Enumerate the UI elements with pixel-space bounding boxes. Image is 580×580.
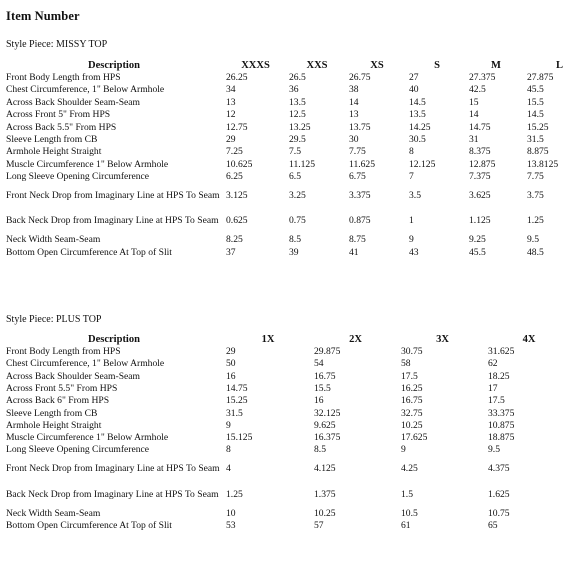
missy-table-row xyxy=(4,158,580,170)
missy-row-value: 7 xyxy=(409,170,414,182)
missy-row-value: 12.875 xyxy=(469,158,496,170)
missy-row-value: 45.5 xyxy=(527,84,544,96)
missy-header-size: S xyxy=(434,60,440,72)
missy-row-description: Chest Circumference, 1" Below Armhole xyxy=(6,84,165,96)
plus-row-value: 53 xyxy=(226,520,236,532)
missy-row-value: 1.125 xyxy=(469,215,491,227)
missy-row-value: 14 xyxy=(349,96,359,108)
plus-row-value: 18.25 xyxy=(488,370,510,382)
plus-table-row xyxy=(4,482,580,508)
plus-row-value: 4 xyxy=(226,463,231,475)
plus-row-value: 29 xyxy=(226,346,236,358)
missy-row-value: 14 xyxy=(469,109,479,121)
missy-row-value: 0.75 xyxy=(289,215,306,227)
plus-row-value: 31.5 xyxy=(226,407,243,419)
plus-table-row xyxy=(4,457,580,483)
plus-row-value: 54 xyxy=(314,358,324,370)
plus-row-description: Long Sleeve Opening Circumference xyxy=(6,444,150,456)
missy-row-value: 7.75 xyxy=(527,170,544,182)
missy-row-description: Front Neck Drop from Imaginary Line at HPS To Seam xyxy=(6,189,220,201)
missy-row-value: 38 xyxy=(349,84,359,96)
plus-row-value: 10.25 xyxy=(401,419,423,431)
missy-size-table xyxy=(4,60,580,259)
plus-row-value: 17.5 xyxy=(401,370,418,382)
plus-row-value: 14.75 xyxy=(226,383,248,394)
plus-row-value: 16 xyxy=(314,395,324,407)
plus-header-size: 4X xyxy=(522,334,536,346)
plus-row-value: 9.625 xyxy=(314,419,336,431)
missy-row-value: 31.5 xyxy=(527,133,544,145)
missy-table-row xyxy=(4,234,580,246)
missy-row-value: 40 xyxy=(409,84,419,96)
missy-row-value: 13.5 xyxy=(289,96,306,108)
missy-row-value: 13.75 xyxy=(349,121,371,133)
missy-row-description: Across Back Shoulder Seam-Seam xyxy=(6,96,141,108)
missy-row-value: 6.5 xyxy=(289,170,301,182)
plus-row-value: 1.375 xyxy=(314,488,336,500)
missy-row-value: 10.625 xyxy=(226,158,253,170)
missy-table-row xyxy=(4,183,580,209)
plus-row-value: 18.875 xyxy=(488,432,515,444)
missy-row-value: 6.75 xyxy=(349,170,366,182)
plus-header-size: 1X xyxy=(261,334,275,346)
plus-row-value: 10.75 xyxy=(488,507,510,519)
plus-table-row xyxy=(4,444,580,456)
plus-row-value: 16.75 xyxy=(314,370,336,382)
missy-row-value: 9 xyxy=(409,234,414,246)
plus-row-value: 8 xyxy=(226,444,231,456)
plus-table-row xyxy=(4,407,580,419)
missy-row-value: 7.5 xyxy=(289,146,301,158)
missy-row-value: 13.5 xyxy=(409,109,426,121)
missy-row-value: 26.5 xyxy=(289,72,306,84)
missy-row-value: 13.25 xyxy=(289,121,311,133)
plus-row-description: Muscle Circumference 1" Below Armhole xyxy=(6,432,169,444)
plus-row-value: 10.25 xyxy=(314,507,336,519)
plus-row-value: 9 xyxy=(401,444,406,456)
missy-row-value: 12.125 xyxy=(409,158,436,170)
plus-row-value: 16 xyxy=(226,370,236,382)
missy-row-value: 7.25 xyxy=(226,146,243,158)
missy-row-value: 6.25 xyxy=(226,170,243,182)
missy-style-label: Style Piece: MISSY TOP xyxy=(6,39,108,50)
plus-row-value: 16.375 xyxy=(314,432,341,444)
missy-row-value: 14.5 xyxy=(527,109,544,121)
missy-row-description: Back Neck Drop from Imaginary Line at HPS To Seam xyxy=(6,215,219,227)
missy-row-description: Muscle Circumference 1" Below Armhole xyxy=(6,158,169,170)
missy-row-value: 9.25 xyxy=(469,234,486,246)
plus-row-description: Across Back 6" From HPS xyxy=(6,395,110,407)
missy-row-value: 37 xyxy=(226,246,236,258)
missy-row-description: Sleeve Length from CB xyxy=(6,133,98,145)
missy-row-description: Across Back 5.5" From HPS xyxy=(6,121,117,133)
missy-header-size: L xyxy=(555,60,563,72)
missy-row-value: 26.75 xyxy=(349,72,371,84)
plus-row-value: 32.125 xyxy=(314,407,341,419)
plus-row-value: 29.875 xyxy=(314,346,341,358)
plus-row-value: 58 xyxy=(401,358,411,370)
missy-row-value: 8.75 xyxy=(349,234,366,246)
missy-row-value: 42.5 xyxy=(469,84,486,96)
plus-row-description: Chest Circumference, 1" Below Armhole xyxy=(6,358,165,370)
plus-row-description: Front Neck Drop from Imaginary Line at HPS To Seam xyxy=(6,463,220,475)
missy-row-value: 29 xyxy=(226,133,236,145)
plus-row-value: 15.125 xyxy=(226,432,253,444)
missy-row-value: 30 xyxy=(349,133,359,145)
missy-table-row xyxy=(4,72,580,84)
plus-table-row xyxy=(4,358,580,370)
missy-row-value: 27.375 xyxy=(469,72,496,84)
plus-row-value: 10.5 xyxy=(401,507,418,519)
missy-row-value: 3.75 xyxy=(527,189,544,201)
missy-row-value: 48.5 xyxy=(527,246,544,258)
missy-row-value: 3.25 xyxy=(289,189,306,201)
missy-table-row xyxy=(4,109,580,121)
plus-row-description: Armhole Height Straight xyxy=(6,419,102,431)
plus-row-value: 15.5 xyxy=(314,383,331,394)
missy-row-value: 1 xyxy=(409,215,414,227)
plus-table-row xyxy=(4,371,580,383)
plus-row-value: 8.5 xyxy=(314,444,326,456)
plus-table-row xyxy=(4,346,580,358)
plus-table-row xyxy=(4,432,580,444)
plus-row-value: 4.25 xyxy=(401,463,418,475)
missy-row-value: 13 xyxy=(226,96,236,108)
missy-table-row xyxy=(4,97,580,109)
plus-style-label: Style Piece: PLUS TOP xyxy=(6,314,102,325)
missy-row-value: 14.25 xyxy=(409,121,431,133)
plus-row-value: 32.75 xyxy=(401,407,423,419)
missy-row-value: 34 xyxy=(226,84,236,96)
missy-row-value: 14.75 xyxy=(469,121,491,133)
missy-row-value: 43 xyxy=(409,246,419,258)
missy-table-row xyxy=(4,209,580,235)
missy-row-value: 12.75 xyxy=(226,121,248,133)
plus-row-description: Back Neck Drop from Imaginary Line at HPS To Seam xyxy=(6,488,219,500)
missy-row-value: 0.625 xyxy=(226,215,248,227)
missy-row-value: 15.25 xyxy=(527,121,549,133)
missy-table-row xyxy=(4,246,580,258)
missy-row-value: 0.875 xyxy=(349,215,371,227)
plus-header-size: 3X xyxy=(436,334,449,346)
plus-row-description: Sleeve Length from CB xyxy=(6,407,98,419)
missy-row-value: 27 xyxy=(409,72,419,84)
plus-row-description: Across Back Shoulder Seam-Seam xyxy=(6,370,141,382)
page-title: Item Number xyxy=(6,9,80,23)
plus-row-value: 4.375 xyxy=(488,463,510,475)
missy-row-value: 3.5 xyxy=(409,189,421,201)
missy-row-value: 1.25 xyxy=(527,215,544,227)
plus-row-value: 1.5 xyxy=(401,488,413,500)
missy-row-value: 9.5 xyxy=(527,234,539,246)
plus-size-table xyxy=(4,334,580,532)
missy-row-value: 11.625 xyxy=(349,158,376,170)
missy-table-row xyxy=(4,84,580,96)
plus-row-value: 16.25 xyxy=(401,383,423,394)
plus-row-value: 65 xyxy=(488,520,498,532)
missy-row-value: 30.5 xyxy=(409,133,426,145)
missy-row-value: 31 xyxy=(469,133,479,145)
missy-row-value: 29.5 xyxy=(289,133,306,145)
plus-row-description: Front Body Length from HPS xyxy=(6,346,121,358)
missy-row-value: 8.25 xyxy=(226,234,243,246)
plus-row-value: 62 xyxy=(488,358,498,370)
missy-table-row xyxy=(4,146,580,158)
plus-row-value: 10 xyxy=(226,507,236,519)
missy-row-description: Front Body Length from HPS xyxy=(6,72,121,84)
missy-row-value: 11.125 xyxy=(289,158,316,170)
missy-row-value: 12 xyxy=(226,109,236,121)
plus-row-value: 1.25 xyxy=(226,488,243,500)
missy-row-value: 13.8125 xyxy=(527,158,559,170)
plus-row-value: 10.875 xyxy=(488,419,515,431)
missy-row-description: Long Sleeve Opening Circumference xyxy=(6,170,150,182)
missy-header-size: XS xyxy=(370,60,384,72)
missy-row-value: 41 xyxy=(349,246,359,258)
missy-table-row xyxy=(4,121,580,133)
plus-table-row xyxy=(4,420,580,432)
missy-header-size: M xyxy=(491,60,501,72)
missy-row-description: Bottom Open Circumference At Top of Slit xyxy=(6,246,172,258)
plus-table-row xyxy=(4,508,580,520)
missy-row-value: 15 xyxy=(469,96,479,108)
missy-row-description: Neck Width Seam-Seam xyxy=(6,234,101,246)
plus-row-description: Across Front 5.5" From HPS xyxy=(6,383,118,394)
missy-row-value: 3.625 xyxy=(469,189,491,201)
plus-row-value: 30.75 xyxy=(401,346,423,358)
plus-header-description: Description xyxy=(88,334,140,346)
plus-row-value: 17.5 xyxy=(488,395,505,407)
plus-row-value: 33.375 xyxy=(488,407,515,419)
missy-row-value: 36 xyxy=(289,84,299,96)
plus-row-value: 17.625 xyxy=(401,432,428,444)
plus-header-size: 2X xyxy=(349,334,362,346)
missy-row-value: 8.5 xyxy=(289,234,301,246)
missy-row-value: 26.25 xyxy=(226,72,248,84)
plus-table-row xyxy=(4,383,580,395)
missy-row-value: 14.5 xyxy=(409,96,426,108)
plus-row-value: 31.625 xyxy=(488,346,515,358)
missy-row-value: 13 xyxy=(349,109,359,121)
missy-row-description: Across Front 5" From HPS xyxy=(6,109,111,121)
missy-table-row xyxy=(4,171,580,183)
plus-row-value: 15.25 xyxy=(226,395,248,407)
missy-row-value: 8.875 xyxy=(527,146,549,158)
missy-table-row xyxy=(4,134,580,146)
plus-row-value: 1.625 xyxy=(488,488,510,500)
missy-header-size: XXXS xyxy=(241,60,270,72)
plus-table-row xyxy=(4,395,580,407)
plus-row-value: 61 xyxy=(401,520,411,532)
missy-header-row xyxy=(4,60,580,72)
missy-row-value: 12.5 xyxy=(289,109,306,121)
plus-row-value: 57 xyxy=(314,520,324,532)
missy-row-value: 45.5 xyxy=(469,246,486,258)
plus-row-description: Neck Width Seam-Seam xyxy=(6,507,101,519)
plus-row-value: 9.5 xyxy=(488,444,500,456)
plus-row-value: 50 xyxy=(226,358,236,370)
plus-row-value: 16.75 xyxy=(401,395,423,407)
missy-row-value: 8.375 xyxy=(469,146,491,158)
plus-row-value: 9 xyxy=(226,419,231,431)
missy-row-value: 27.875 xyxy=(527,72,554,84)
missy-row-description: Armhole Height Straight xyxy=(6,146,102,158)
plus-row-description: Bottom Open Circumference At Top of Slit xyxy=(6,520,172,532)
plus-row-value: 17 xyxy=(488,383,498,394)
missy-header-size: XXS xyxy=(306,60,328,72)
missy-header-description: Description xyxy=(88,60,140,72)
missy-row-value: 7.75 xyxy=(349,146,366,158)
missy-row-value: 3.375 xyxy=(349,189,371,201)
missy-row-value: 39 xyxy=(289,246,299,258)
missy-row-value: 8 xyxy=(409,146,414,158)
missy-row-value: 15.5 xyxy=(527,96,544,108)
plus-row-value: 4.125 xyxy=(314,463,336,475)
missy-row-value: 3.125 xyxy=(226,189,248,201)
plus-header-row xyxy=(4,334,580,346)
plus-table-row xyxy=(4,520,580,532)
missy-row-value: 7.375 xyxy=(469,170,491,182)
